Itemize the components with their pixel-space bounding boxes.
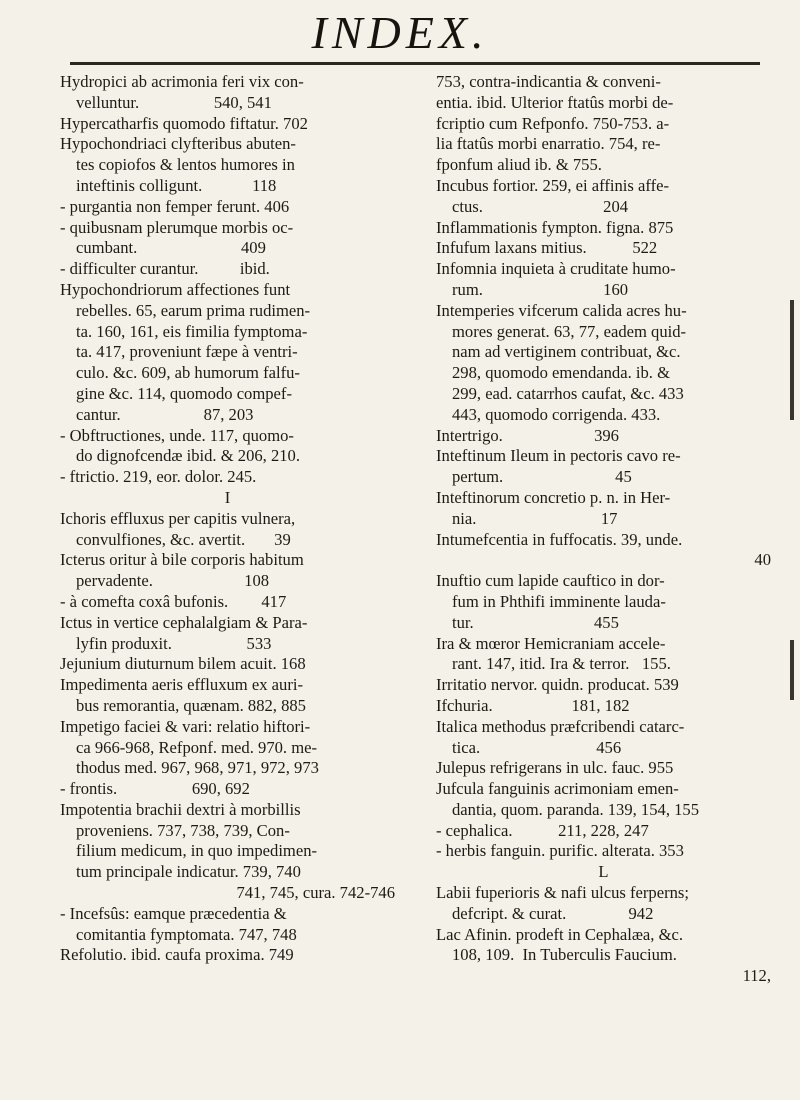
index-line: - quibusnam plerumque morbis oc- [60, 217, 294, 237]
section-letter: L [598, 862, 609, 882]
index-line: fum in Phthifi imminente lauda- [452, 591, 666, 611]
index-line: Inteftinum Ileum in pectoris cavo re- [436, 446, 681, 466]
index-line: Incubus fortior. 259, ei affinis affe- [436, 175, 670, 195]
index-line: fcriptio cum Refponfo. 750-753. a- [436, 113, 670, 133]
index-line: ta. 160, 161, eis fimilia fymptoma- [76, 321, 308, 341]
index-line: Irritatio nervor. quidn. producat. 539 [436, 675, 679, 695]
header-rule [70, 62, 760, 65]
index-line: cantur. 87, 203 [76, 404, 254, 424]
index-line: filium medicum, in quo impedimen- [76, 841, 318, 861]
index-line: convulfiones, &c. avertit. 39 [76, 529, 291, 549]
index-line: Hydropici ab acrimonia feri vix con- [60, 72, 304, 91]
index-line: - à comefta coxâ bufonis. 417 [60, 591, 287, 611]
index-line: ta. 417, proveniunt fæpe à ventri- [76, 342, 298, 362]
index-line: Refolutio. ibid. caufa proxima. 749 [60, 945, 294, 965]
index-line: 299, ead. catarrhos caufat, &c. 433 [452, 383, 684, 403]
index-line: Infomnia inquieta à cruditate humo- [436, 259, 676, 279]
index-line: Julepus refrigerans in ulc. fauc. 955 [436, 758, 674, 778]
index-line: 108, 109. In Tuberculis Faucium. [452, 945, 677, 965]
index-line: Impedimenta aeris effluxum ex auri- [60, 675, 303, 695]
index-line: - herbis fanguin. purific. alterata. 353 [436, 841, 684, 861]
index-line: entia. ibid. Ulterior ftatûs morbi de- [436, 92, 674, 112]
page-title: INDEX. [311, 7, 489, 58]
index-line: culo. &c. 609, ab humorum falfu- [76, 363, 300, 383]
index-line: Inuftio cum lapide cauftico in dor- [436, 571, 665, 591]
index-line: Infufum laxans mitius. 522 [436, 238, 658, 258]
index-line: Labii fuperioris & nafi ulcus ferperns; [436, 883, 689, 903]
index-line: Ira & mœror Hemicraniam accele- [436, 633, 666, 653]
index-line: Hypochondriaci clyfteribus abuten- [60, 134, 296, 154]
index-line: 741, 745, cura. 742-746 [236, 883, 395, 903]
index-line: Ifchuria. 181, 182 [436, 695, 630, 715]
index-line: tica. 456 [452, 737, 622, 757]
index-line: Intertrigo. 396 [436, 425, 619, 445]
index-line: 40 [754, 550, 771, 570]
index-line: Jufcula fanguinis acrimoniam emen- [436, 779, 679, 799]
index-line: fponfum aliud ib. & 755. [436, 155, 602, 175]
index-line: lyfin produxit. 533 [76, 633, 272, 653]
index-line: - Incefsûs: eamque præcedentia & [60, 903, 287, 923]
index-line: - Obftructiones, unde. 117, quomo- [60, 425, 294, 445]
index-line: - difficulter curantur. ibid. [60, 259, 270, 279]
index-line: ctus. 204 [452, 196, 629, 216]
page-edge-shadow [790, 640, 794, 700]
index-line: Intumefcentia in fuffocatis. 39, unde. [436, 529, 683, 549]
index-line: velluntur. 540, 541 [76, 92, 272, 112]
index-line: rum. 160 [452, 279, 629, 299]
index-line: gine &c. 114, quomodo compef- [76, 383, 292, 403]
index-line: bus remorantia, quænam. 882, 885 [76, 695, 306, 715]
index-line: - frontis. 690, 692 [60, 779, 250, 799]
index-line: inteftinis colligunt. 118 [76, 175, 277, 195]
page-edge-shadow [790, 300, 794, 420]
index-line: Icterus oritur à bile corporis habitum [60, 550, 304, 570]
index-line: 443, quomodo corrigenda. 433. [452, 404, 661, 424]
index-line: 753, contra-indicantia & conveni- [436, 72, 661, 91]
index-line: 298, quomodo emendanda. ib. & [452, 363, 670, 383]
index-line: ca 966-968, Refponf. med. 970. me- [76, 737, 318, 757]
index-line: cumbant. 409 [76, 238, 266, 258]
index-line: - ftrictio. 219, eor. dolor. 245. [60, 467, 257, 487]
index-line: nia. 17 [452, 508, 618, 528]
left-column [60, 72, 395, 966]
index-line: - cephalica. 211, 228, 247 [436, 820, 649, 840]
index-line: tes copiofos & lentos humores in [76, 155, 295, 175]
index-line: 112, [742, 966, 771, 986]
index-line: lia ftatûs morbi enarratio. 754, re- [436, 134, 661, 154]
index-line: Impetigo faciei & vari: relatio hiftori- [60, 716, 311, 736]
index-line: rant. 147, itid. Ira & terror. 155. [452, 654, 671, 674]
index-line: comitantia fymptomata. 747, 748 [76, 924, 297, 944]
index-line: mores generat. 63, 77, eadem quid- [452, 321, 687, 341]
index-line: Ictus in vertice cephalalgiam & Para- [60, 612, 308, 632]
index-line: pervadente. 108 [76, 571, 270, 591]
index-line: defcript. & curat. 942 [452, 903, 654, 923]
index-line: Lac Afinin. prodeft in Cephalæa, &c. [436, 924, 683, 944]
section-letter: I [224, 487, 231, 507]
index-line: Inflammationis fympton. figna. 875 [436, 217, 674, 237]
index-line: Hypochondriorum affectiones funt [60, 279, 291, 299]
index-line: thodus med. 967, 968, 971, 972, 973 [76, 758, 319, 778]
index-line: Hypercatharfis quomodo fiftatur. 702 [60, 113, 308, 133]
index-line: rebelles. 65, earum prima rudimen- [76, 300, 311, 320]
index-line: dantia, quom. paranda. 139, 154, 155 [452, 799, 700, 819]
index-line: tur. 455 [452, 612, 619, 632]
index-line: Intemperies vifcerum calida acres hu- [436, 300, 687, 320]
index-line: Jejunium diuturnum bilem acuit. 168 [60, 654, 306, 674]
index-line: tum principale indicatur. 739, 740 [76, 862, 301, 882]
index-line: proveniens. 737, 738, 739, Con- [76, 820, 290, 840]
index-line: Inteftinorum concretio p. n. in Her- [436, 487, 671, 507]
index-line: Italica methodus præfcribendi catarc- [436, 716, 685, 736]
index-line: pertum. 45 [452, 467, 632, 487]
index-line: Impotentia brachii dextri à morbillis [60, 799, 301, 819]
index-line: nam ad vertiginem contribuat, &c. [452, 342, 681, 362]
index-line: Ichoris effluxus per capitis vulnera, [60, 508, 296, 528]
index-line: - purgantia non femper ferunt. 406 [60, 196, 290, 216]
right-column [436, 72, 771, 987]
index-line: do dignofcendæ ibid. & 206, 210. [76, 446, 300, 466]
